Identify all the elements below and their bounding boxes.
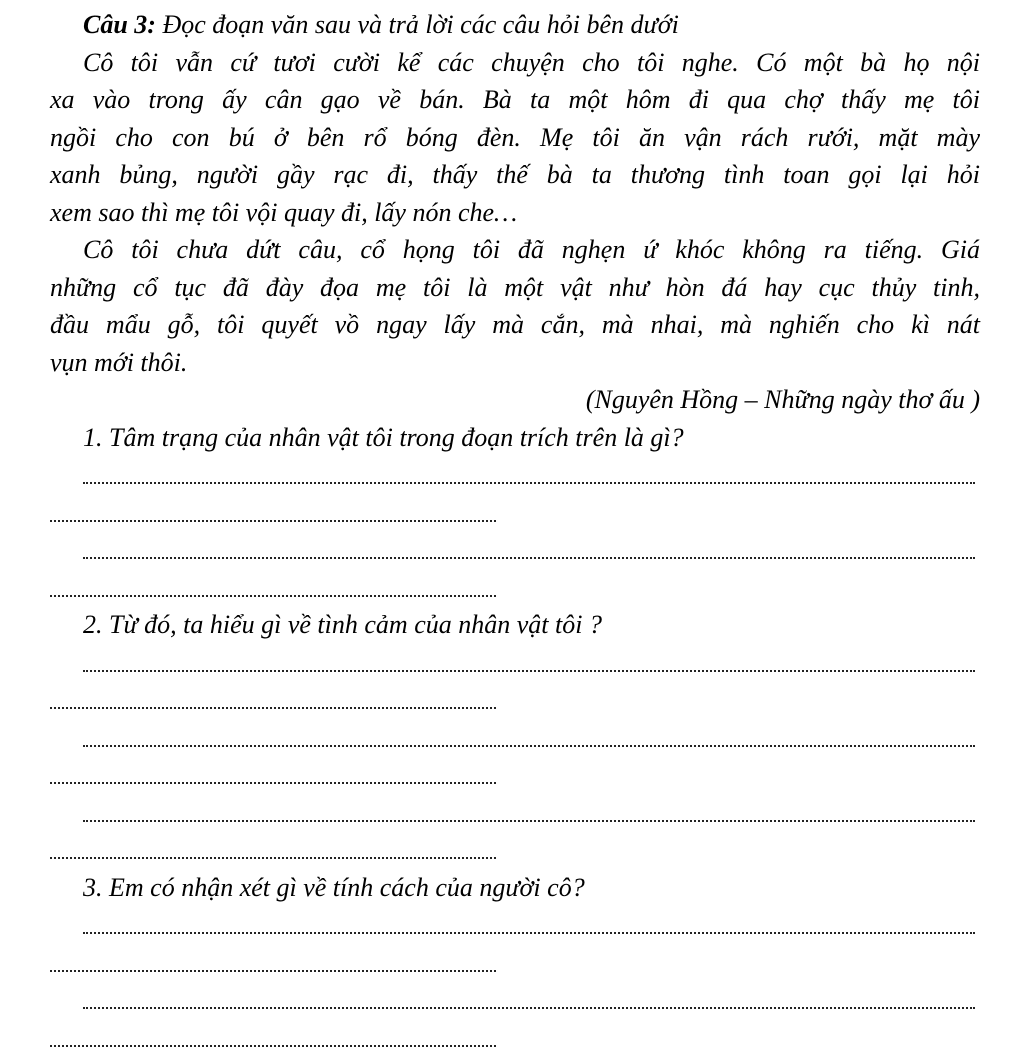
passage-line: những cổ tục đã đày đọa mẹ tôi là một vật như hòn đá hay cục thủy tinh, <box>50 269 980 307</box>
question-3: 3. Em có nhận xét gì về tính cách của người cô? <box>50 869 980 907</box>
answer-line[interactable] <box>50 981 980 1019</box>
passage-line: đầu mẩu gỗ, tôi quyết vồ ngay lấy mà cắn, mà nhai, mà nghiến cho kì nát <box>50 306 980 344</box>
passage-line: Cô tôi chưa dứt câu, cổ họng tôi đã nghẹn ứ khóc không ra tiếng. Giá <box>50 231 980 269</box>
answer-area-3 <box>50 906 980 1056</box>
answer-line[interactable] <box>50 1019 980 1056</box>
answer-line[interactable] <box>50 494 980 532</box>
answer-line[interactable] <box>50 756 980 794</box>
answer-area-2 <box>50 644 980 869</box>
passage <box>50 44 980 419</box>
question-instruction: Đọc đoạn văn sau và trả lời các câu hỏi bên dưới <box>156 10 679 39</box>
question-number-label: Câu 3: <box>83 10 156 39</box>
answer-line[interactable] <box>50 569 980 607</box>
question-heading <box>50 6 980 44</box>
passage-line: xanh bủng, người gầy rạc đi, thấy thế bà ta thương tình toan gọi lại hỏi <box>50 156 980 194</box>
question-1: 1. Tâm trạng của nhân vật tôi trong đoạn trích trên là gì? <box>50 419 980 457</box>
answer-area-1 <box>50 456 980 606</box>
answer-line[interactable] <box>50 456 980 494</box>
answer-line[interactable] <box>50 719 980 757</box>
passage-line: ngồi cho con bú ở bên rổ bóng đèn. Mẹ tôi ăn vận rách rưới, mặt mày <box>50 119 980 157</box>
answer-line[interactable] <box>50 531 980 569</box>
passage-line: Cô tôi vẫn cứ tươi cười kể các chuyện cho tôi nghe. Có một bà họ nội <box>50 44 980 82</box>
answer-line[interactable] <box>50 681 980 719</box>
passage-source: (Nguyên Hồng – Những ngày thơ ấu ) <box>50 381 980 419</box>
passage-line: xa vào trong ấy cân gạo về bán. Bà ta một hôm đi qua chợ thấy mẹ tôi <box>50 81 980 119</box>
answer-line[interactable] <box>50 944 980 982</box>
answer-line[interactable] <box>50 906 980 944</box>
answer-line[interactable] <box>50 644 980 682</box>
passage-line: xem sao thì mẹ tôi vội quay đi, lấy nón che… <box>50 194 980 232</box>
answer-line[interactable] <box>50 794 980 832</box>
passage-line: vụn mới thôi. <box>50 344 980 382</box>
answer-line[interactable] <box>50 831 980 869</box>
question-2: 2. Từ đó, ta hiểu gì về tình cảm của nhân vật tôi ? <box>50 606 980 644</box>
worksheet-page <box>50 6 980 1056</box>
